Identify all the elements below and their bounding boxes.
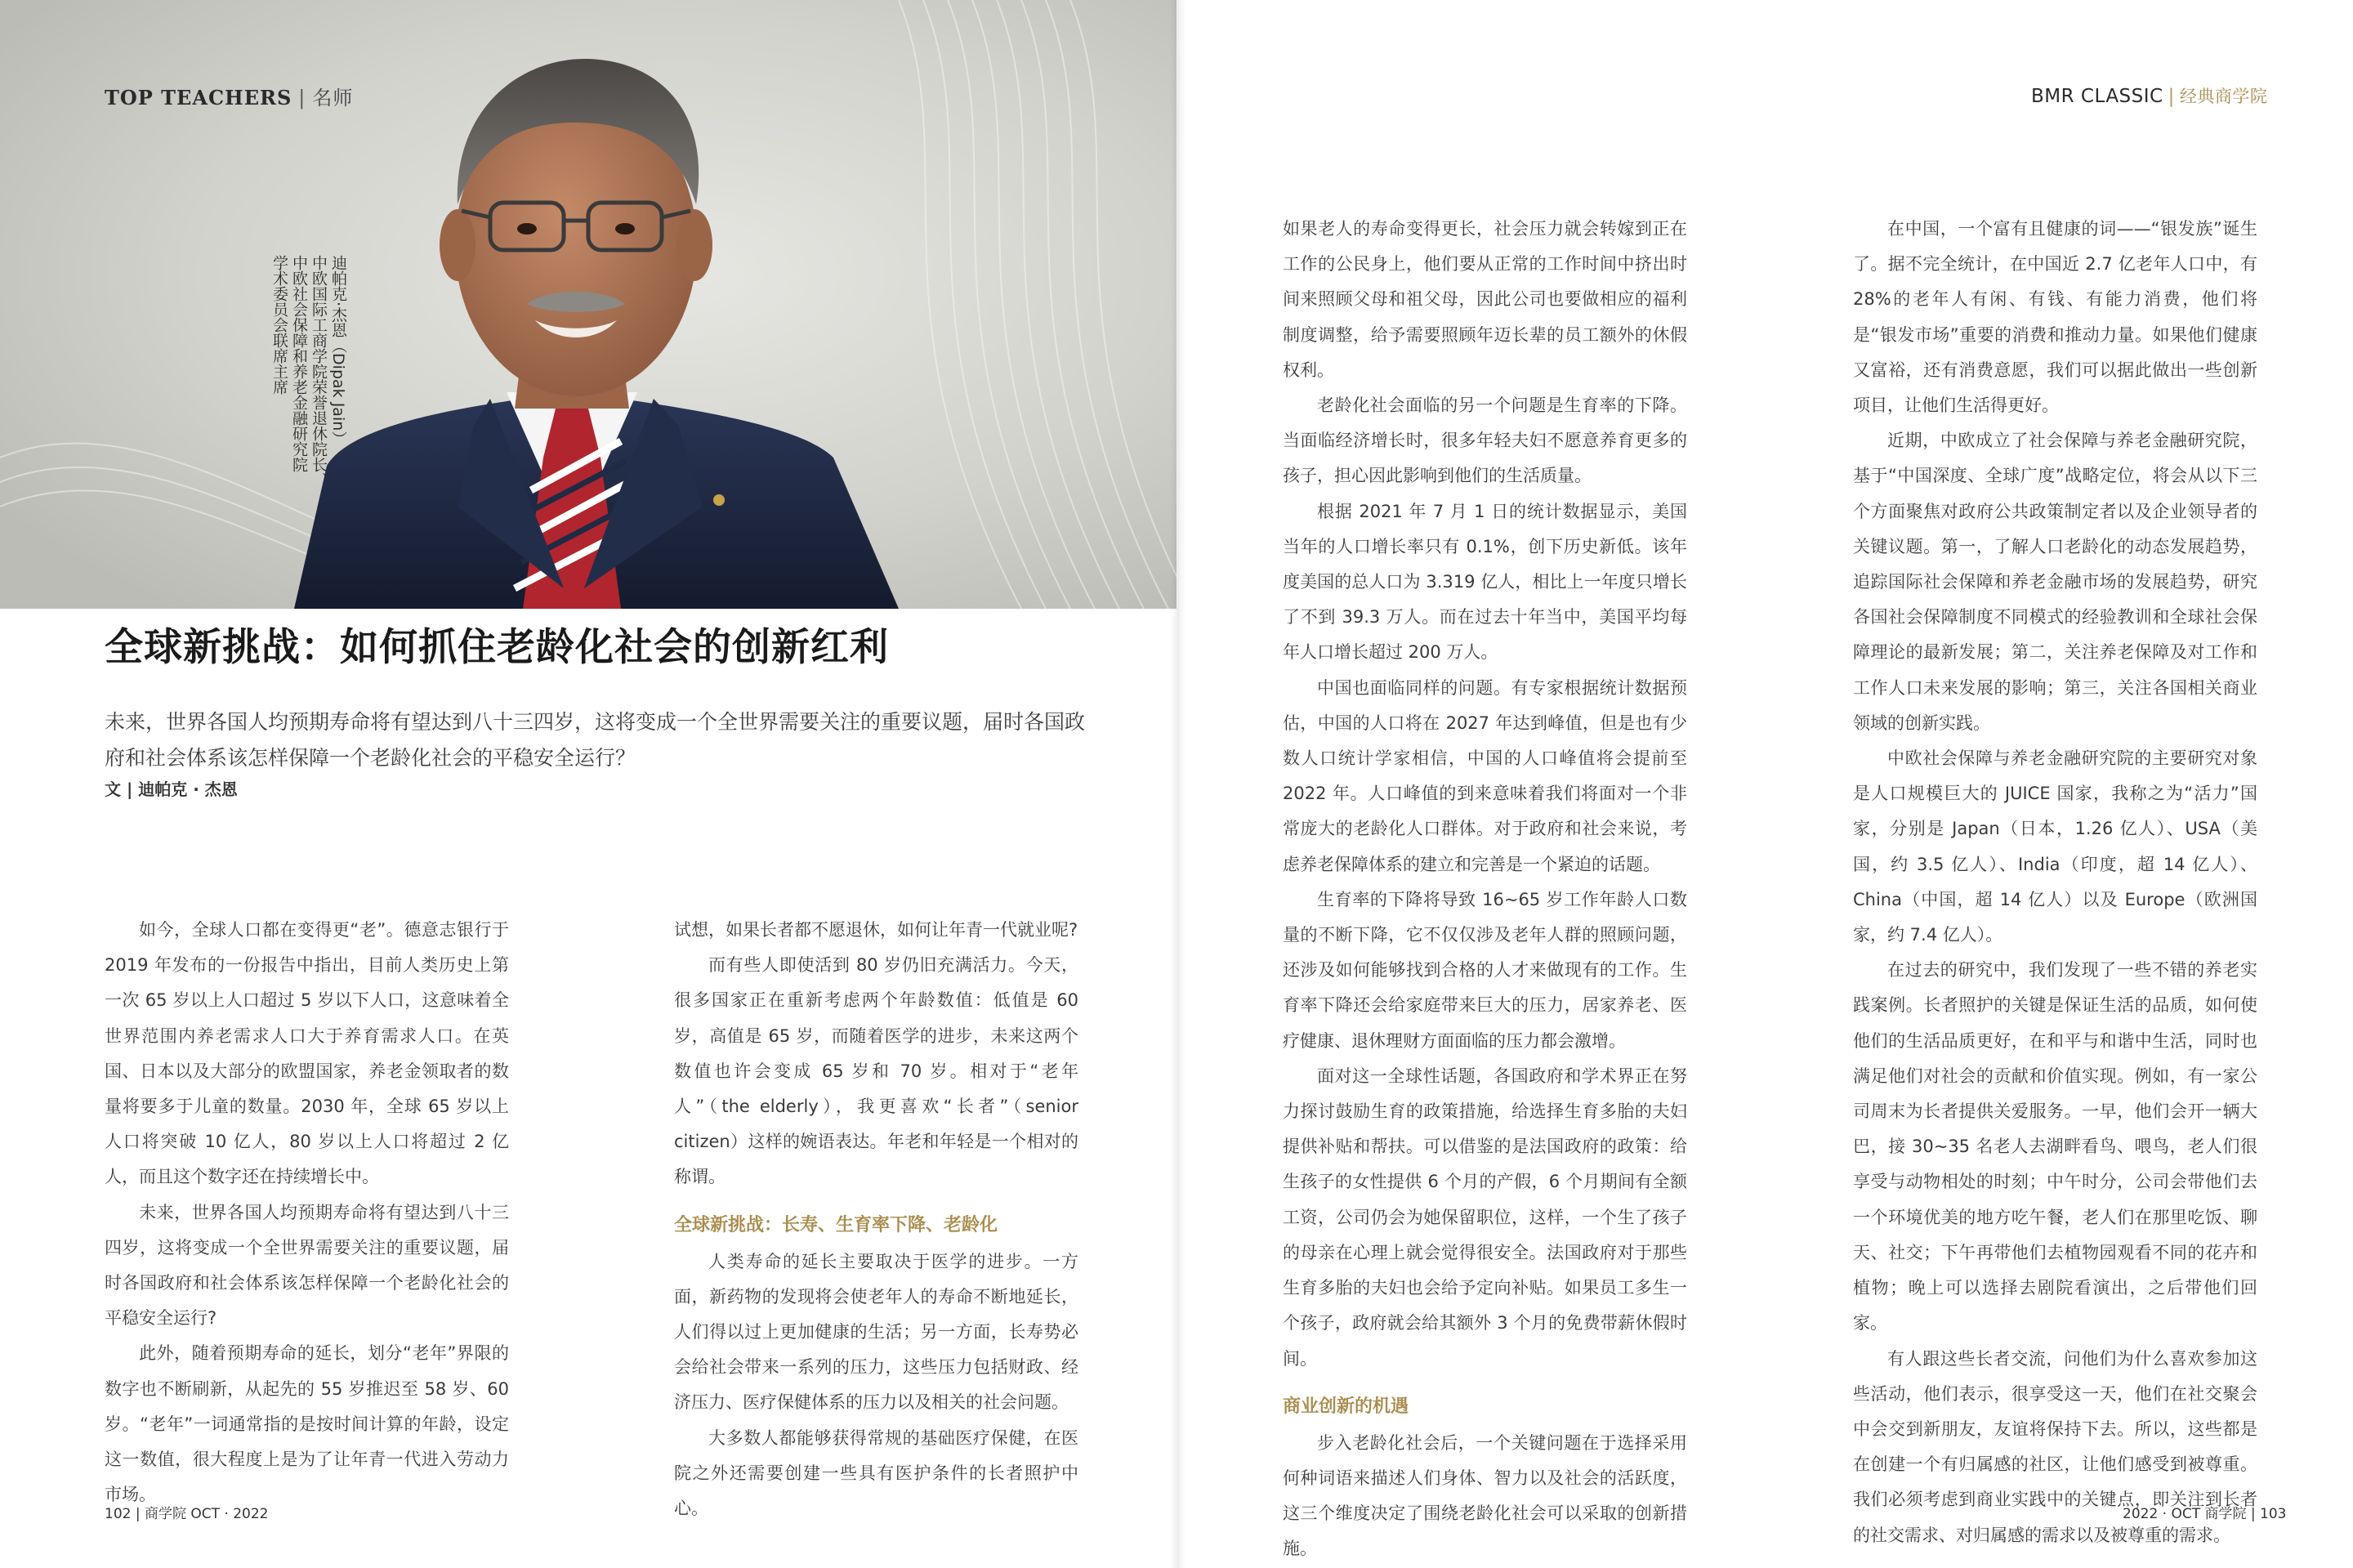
body-column-2 xyxy=(674,913,1078,1519)
paragraph: 步入老龄化社会后，一个关键问题在于选择采用何种词语来描述人们身体、智力以及社会的活跃度，这三个维度决定了围绕老龄化社会可以采取的创新措施。 xyxy=(1283,1432,1687,1559)
caption-line-title-1: 中欧国际工商学院荣誉退休院长、 xyxy=(310,255,328,488)
paragraph-continued: 如果老人的寿命变得更长，社会压力就会转嫁到正在工作的公民身上，他们要从正常的工作时间中挤出时间来照顾父母和祖父母，因此公司也要做相应的福利制度调整，给予需要照顾年迈长辈的员工额外的休假权利。 xyxy=(1283,219,1687,380)
paragraph: 生育率的下降将导致 16~65 岁工作年龄人口数量的不断下降，它不仅仅涉及老年人群的照顾问题，还涉及如何能够找到合格的人才来做现有的工作。生育率下降还会给家庭带来巨大的压力，居家养老、医疗健康、退休理财方面面临的压力都会激增。 xyxy=(1283,889,1687,1051)
paragraph: 在中国，一个富有且健康的词——“银发族”诞生了。据不完全统计，在中国近 2.7 亿老年人口中，有28%的老年人有闲、有钱、有能力消费，他们将是“银发市场”重要的消费和推动力量。如果他们健康又富裕，还有消费意愿，我们可以据此做出一些创新项目，让他们生活得更好。 xyxy=(1853,219,2257,416)
caption-line-title-3: 学术委员会联席主席 xyxy=(270,255,288,395)
body-column-3 xyxy=(1283,212,1687,1559)
section-tag-cn: 名师 xyxy=(312,87,354,109)
caption-line-name: 迪帕克·杰恩（Dipak Jain） xyxy=(329,255,347,447)
article-headline: 全球新挑战：如何抓住老龄化社会的创新红利 xyxy=(105,625,889,670)
brand-en: BMR CLASSIC xyxy=(2031,86,2163,107)
brand-header xyxy=(2031,83,2267,108)
page-folio-left: 102 | 商学院 OCT · 2022 xyxy=(105,1506,269,1522)
paragraph: 老龄化社会面临的另一个问题是生育率的下降。当面临经济增长时，很多年轻夫妇不愿意养育更多的孩子，担心因此影响到他们的生活质量。 xyxy=(1283,395,1687,486)
byline: 文 | 迪帕克 · 杰恩 xyxy=(105,780,238,799)
brand-separator: | xyxy=(2168,86,2175,107)
gold-lapel-pin-icon xyxy=(713,494,725,506)
subheading-business-opportunity: 商业创新的机遇 xyxy=(1283,1396,1409,1417)
section-tag xyxy=(105,82,353,110)
article-lead: 未来，世界各国人均预期寿命将有望达到八十三四岁，这将变成一个全世界需要关注的重要议题，届时各国政府和社会体系该怎样保障一个老龄化社会的平稳安全运行？ xyxy=(105,710,1086,770)
paragraph: 大多数人都能够获得常规的基础医疗保健，在医院之外还需要创建一些具有医护条件的长者照护中心。 xyxy=(674,1427,1078,1519)
section-tag-separator: | xyxy=(298,87,306,109)
paragraph: 而有些人即使活到 80 岁仍旧充满活力。今天，很多国家正在重新考虑两个年龄数值：低值是 60 岁，高值是 65 岁，而随着医学的进步，未来这两个数值也许会变成 65 岁和 70 岁。相对于“老年人”（the elderly），我更喜欢“长者”（senior citizen）这样的婉语表达。年老和年轻是一个相对的称谓。 xyxy=(674,955,1078,1187)
hero-photo xyxy=(0,0,1176,609)
paragraph: 面对这一全球性话题，各国政府和学术界正在努力探讨鼓励生育的政策措施，给选择生育多胎的夫妇提供补贴和帮扶。可以借鉴的是法国政府的政策：给生孩子的女性提供 6 个月的产假，6 个月期间有全额工资，公司仍会为她保留职位，这样，一个生了孩子的母亲在心理上就会觉得很安全。法国政府对于那些生育多胎的夫妇也会给予定向补贴。如果员工多生一个孩子，政府就会给其额外 3 个月的免费带薪休假时间。 xyxy=(1283,1065,1687,1369)
spread-gutter xyxy=(1170,0,1186,1568)
paragraph: 此外，随着预期寿命的延长，划分“老年”界限的数字也不断刷新，从起先的 55 岁推迟至 58 岁、60 岁。“老年”一词通常指的是按时间计算的年龄，设定这一数值，很大程度上是为了让年青一代进入劳动力市场。 xyxy=(105,1343,509,1505)
paragraph: 根据 2021 年 7 月 1 日的统计数据显示，美国当年的人口增长率只有 0.1%，创下历史新低。该年度美国的总人口为 3.319 亿人，相比上一年度只增长了不到 39.3 万人。而在过去十年当中，美国平均每年人口增长超过 200 万人。 xyxy=(1283,501,1687,663)
subheading-global-challenge: 全球新挑战：长寿、生育率下降、老龄化 xyxy=(674,1214,998,1235)
paragraph: 近期，中欧成立了社会保障与养老金融研究院，基于“中国深度、全球广度”战略定位，将会从以下三个方面聚焦对政府公共政策制定者以及企业领导者的关键议题。第一，了解人口老龄化的动态发展趋势，追踪国际社会保障和养老金融市场的发展趋势，研究各国社会保障制度不同模式的经验教训和全球社会保障理论的最新发展；第二，关注养老保障及对工作和工作人口未来发展的影响；第三，关注各国相关商业领域的创新实践。 xyxy=(1853,431,2257,733)
page-folio-right: 2022 · OCT 商学院 | 103 xyxy=(2123,1506,2287,1522)
paragraph-continued: 试想，如果长者都不愿退休，如何让年青一代就业呢? xyxy=(674,920,1078,940)
caption-line-title-2: 中欧社会保障和养老金融研究院 xyxy=(290,255,308,472)
paragraph: 人类寿命的延长主要取决于医学的进步。一方面，新药物的发现将会使老年人的寿命不断地延长，人们得以过上更加健康的生活；另一方面，长寿势必会给社会带来一系列的压力，这些压力包括财政、经济压力、医疗保健体系的压力以及相关的社会问题。 xyxy=(674,1251,1078,1413)
paragraph: 在过去的研究中，我们发现了一些不错的养老实践案例。长者照护的关键是保证生活的品质，如何使他们的生活品质更好，在和平与和谐中生活，同时也满足他们对社会的贡献和价值实现。例如，有一家公司周末为长者提供关爱服务。一早，他们会开一辆大巴，接 30~35 名老人去湖畔看鸟、喂鸟，老人们很享受与动物相处的时刻；中午时分，公司会带他们去一个环境优美的地方吃午餐，老人们在那里吃饭、聊天、社交；下午再带他们去植物园观看不同的花卉和植物；晚上可以选择去剧院看演出，之后带他们回家。 xyxy=(1853,960,2257,1333)
portrait-caption xyxy=(270,255,348,565)
paragraph: 中国也面临同样的问题。有专家根据统计数据预估，中国的人口将在 2027 年达到峰值，但是也有少数人口统计学家相信，中国的人口峰值将会提前至 2022 年。人口峰值的到来意味着我们将面对一个非常庞大的老龄化人口群体。对于政府和社会来说，考虑养老保障体系的建立和完善是一个紧迫的话题。 xyxy=(1283,677,1687,874)
paragraph: 如今，全球人口都在变得更“老”。德意志银行于 2019 年发布的一份报告中指出，目前人类历史上第一次 65 岁以上人口超过 5 岁以下人口，这意味着全世界范围内养老需求人口大于养育需求人口。在英国、日本以及大部分的欧盟国家，养老金领取者的数量将要多于儿童的数量。2030 年，全球 65 岁以上人口将突破 10 亿人，80 岁以上人口将超过 2 亿人，而且这个数字还在持续增长中。 xyxy=(105,920,509,1187)
paragraph: 未来，世界各国人均预期寿命将有望达到八十三四岁，这将变成一个全世界需要关注的重要议题，届时各国政府和社会体系该怎样保障一个老龄化社会的平稳安全运行? xyxy=(105,1202,509,1329)
paragraph: 有人跟这些长者交流，问他们为什么喜欢参加这些活动，他们表示，很享受这一天，他们在社交聚会中会交到新朋友，友谊将保持下去。所以，这些都是在创建一个有归属感的社区，让他们感受到被尊重。我们必须考虑到商业实践中的关键点，即关注到长者的社交需求、对归属感的需求以及被尊重的需求。 xyxy=(1853,1348,2257,1545)
paragraph: 中欧社会保障与养老金融研究院的主要研究对象是人口规模巨大的 JUICE 国家，我称之为“活力”国家，分别是 Japan（日本，1.26 亿人）、USA（美国，约 3.5 亿人）、India（印度，超 14 亿人）、China（中国，超 14 亿人）以及 Europe（欧洲国家，约 7.4 亿人）。 xyxy=(1853,748,2257,945)
body-column-1 xyxy=(105,913,509,1505)
section-tag-en: TOP TEACHERS xyxy=(105,86,292,109)
brand-cn: 经典商学院 xyxy=(2179,87,2268,106)
left-page xyxy=(0,0,1176,1568)
